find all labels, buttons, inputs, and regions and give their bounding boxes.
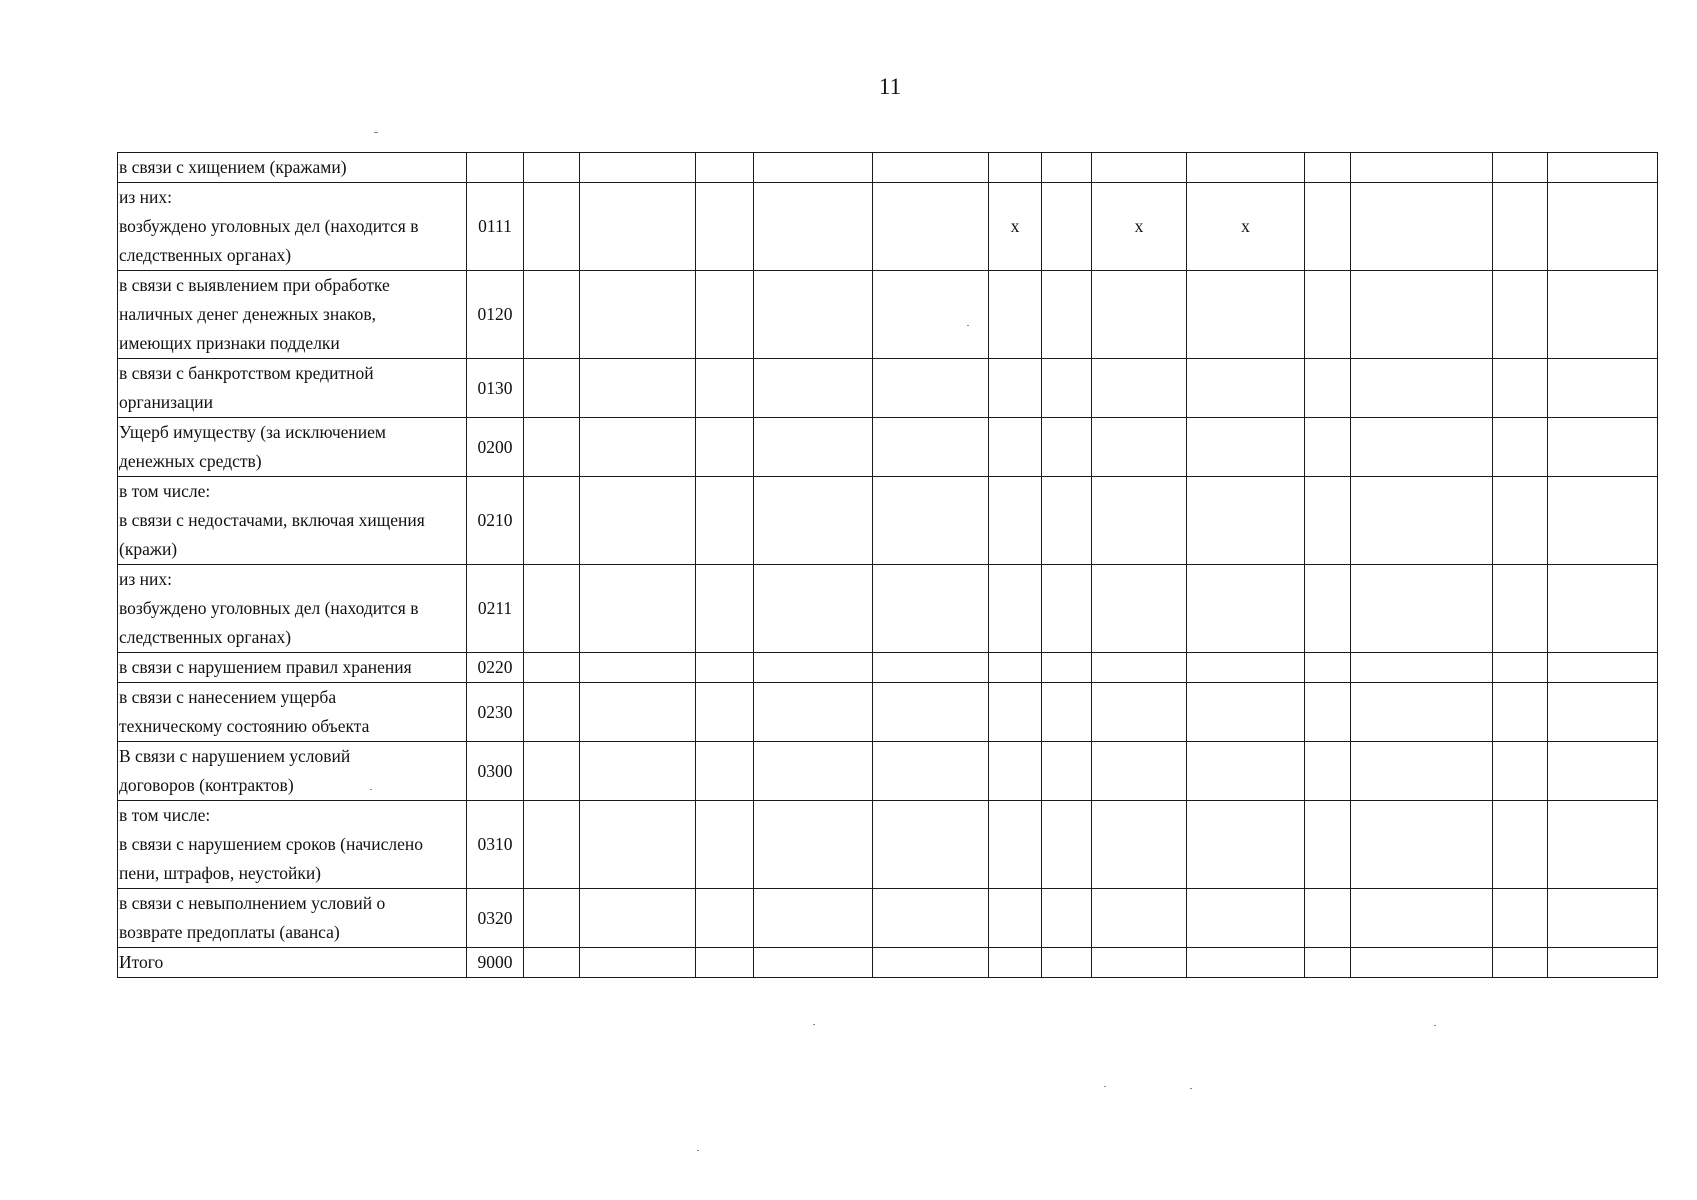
empty-cell xyxy=(1548,183,1658,271)
empty-cell xyxy=(1092,271,1187,359)
empty-cell xyxy=(524,271,580,359)
empty-cell xyxy=(873,183,989,271)
empty-cell xyxy=(1351,418,1493,477)
empty-cell xyxy=(524,653,580,683)
row-code: 0310 xyxy=(467,801,524,889)
row-label-line: организации xyxy=(119,392,213,412)
row-code: 0200 xyxy=(467,418,524,477)
empty-cell xyxy=(873,271,989,359)
row-label-line: возбуждено уголовных дел (находится в xyxy=(119,216,419,236)
row-label-line: возбуждено уголовных дел (находится в xyxy=(119,598,419,618)
row-code: 0111 xyxy=(467,183,524,271)
empty-cell xyxy=(1187,948,1305,978)
empty-cell xyxy=(1493,948,1548,978)
row-code: 0211 xyxy=(467,565,524,653)
empty-cell xyxy=(989,801,1042,889)
empty-cell xyxy=(1548,418,1658,477)
empty-cell xyxy=(873,948,989,978)
empty-cell xyxy=(1092,683,1187,742)
empty-cell xyxy=(989,477,1042,565)
empty-cell xyxy=(1493,153,1548,183)
row-label xyxy=(118,889,467,948)
empty-cell xyxy=(754,477,873,565)
empty-cell xyxy=(1351,889,1493,948)
row-label xyxy=(118,418,467,477)
empty-cell xyxy=(696,801,754,889)
empty-cell xyxy=(989,153,1042,183)
empty-cell xyxy=(873,418,989,477)
row-label-line: в связи с хищением (кражами) xyxy=(119,157,347,177)
report-form-table xyxy=(117,152,1658,978)
empty-cell xyxy=(1351,153,1493,183)
empty-cell xyxy=(580,271,696,359)
empty-cell xyxy=(1042,889,1092,948)
empty-cell xyxy=(580,359,696,418)
empty-cell xyxy=(1493,183,1548,271)
empty-cell xyxy=(1351,801,1493,889)
row-label xyxy=(118,948,467,978)
empty-cell xyxy=(524,183,580,271)
empty-cell xyxy=(524,565,580,653)
empty-cell xyxy=(1187,153,1305,183)
empty-cell xyxy=(1548,683,1658,742)
empty-cell xyxy=(1351,683,1493,742)
empty-cell xyxy=(1187,477,1305,565)
empty-cell xyxy=(580,153,696,183)
empty-cell xyxy=(989,271,1042,359)
empty-cell xyxy=(1548,565,1658,653)
table-row xyxy=(118,801,1658,889)
empty-cell xyxy=(873,359,989,418)
row-label-line: договоров (контрактов) xyxy=(119,775,294,795)
empty-cell xyxy=(754,418,873,477)
empty-cell xyxy=(1042,683,1092,742)
empty-cell xyxy=(1187,565,1305,653)
row-code: 0120 xyxy=(467,271,524,359)
empty-cell xyxy=(1305,801,1351,889)
empty-cell xyxy=(524,742,580,801)
empty-cell xyxy=(1305,153,1351,183)
empty-cell xyxy=(873,889,989,948)
not-applicable-mark: x xyxy=(1187,183,1305,271)
not-applicable-mark: x xyxy=(989,183,1042,271)
empty-cell xyxy=(524,418,580,477)
row-code: 9000 xyxy=(467,948,524,978)
empty-cell xyxy=(580,889,696,948)
empty-cell xyxy=(1548,477,1658,565)
empty-cell xyxy=(1305,565,1351,653)
row-label xyxy=(118,742,467,801)
empty-cell xyxy=(696,565,754,653)
empty-cell xyxy=(580,477,696,565)
scan-speck xyxy=(813,1024,815,1025)
empty-cell xyxy=(1092,153,1187,183)
empty-cell xyxy=(1493,477,1548,565)
row-label-line: из них: xyxy=(119,187,172,207)
empty-cell xyxy=(989,418,1042,477)
empty-cell xyxy=(1092,477,1187,565)
scan-speck xyxy=(967,325,969,326)
empty-cell xyxy=(1548,889,1658,948)
empty-cell xyxy=(696,477,754,565)
row-label xyxy=(118,653,467,683)
empty-cell xyxy=(1042,742,1092,801)
scan-speck xyxy=(370,789,372,790)
empty-cell xyxy=(1092,359,1187,418)
table-row xyxy=(118,948,1658,978)
empty-cell xyxy=(524,683,580,742)
table-row xyxy=(118,418,1658,477)
empty-cell xyxy=(1042,183,1092,271)
empty-cell xyxy=(1351,653,1493,683)
empty-cell xyxy=(1092,948,1187,978)
empty-cell xyxy=(1042,359,1092,418)
row-label-line: возврате предоплаты (аванса) xyxy=(119,922,340,942)
table-row xyxy=(118,359,1658,418)
empty-cell xyxy=(1351,565,1493,653)
table-row xyxy=(118,271,1658,359)
empty-cell xyxy=(580,801,696,889)
empty-cell xyxy=(1092,742,1187,801)
scan-speck xyxy=(1434,1025,1436,1026)
empty-cell xyxy=(1187,742,1305,801)
empty-cell xyxy=(1092,801,1187,889)
empty-cell xyxy=(580,683,696,742)
empty-cell xyxy=(1548,948,1658,978)
empty-cell xyxy=(1351,183,1493,271)
empty-cell xyxy=(696,742,754,801)
row-label xyxy=(118,183,467,271)
empty-cell xyxy=(873,683,989,742)
empty-cell xyxy=(989,889,1042,948)
empty-cell xyxy=(580,948,696,978)
empty-cell xyxy=(1187,271,1305,359)
empty-cell xyxy=(1548,359,1658,418)
empty-cell xyxy=(580,183,696,271)
empty-cell xyxy=(1187,683,1305,742)
empty-cell xyxy=(1042,477,1092,565)
empty-cell xyxy=(1548,653,1658,683)
empty-cell xyxy=(1187,359,1305,418)
row-label-line: в связи с нанесением ущерба xyxy=(119,687,337,707)
row-label-line: В связи с нарушением условий xyxy=(119,746,351,766)
empty-cell xyxy=(696,653,754,683)
empty-cell xyxy=(1305,183,1351,271)
table-row xyxy=(118,565,1658,653)
table-row xyxy=(118,477,1658,565)
row-label xyxy=(118,565,467,653)
empty-cell xyxy=(1305,271,1351,359)
table-row xyxy=(118,183,1658,271)
empty-cell xyxy=(989,948,1042,978)
table-row xyxy=(118,742,1658,801)
empty-cell xyxy=(989,359,1042,418)
row-code: 0320 xyxy=(467,889,524,948)
empty-cell xyxy=(696,683,754,742)
row-label-line: в связи с нарушением правил хранения xyxy=(119,657,412,677)
row-code: 0230 xyxy=(467,683,524,742)
empty-cell xyxy=(696,153,754,183)
empty-cell xyxy=(1305,683,1351,742)
empty-cell xyxy=(696,271,754,359)
empty-cell xyxy=(1493,889,1548,948)
empty-cell xyxy=(524,153,580,183)
empty-cell xyxy=(580,418,696,477)
row-label-line: следственных органах) xyxy=(119,627,292,647)
empty-cell xyxy=(524,477,580,565)
empty-cell xyxy=(524,889,580,948)
page-number: 11 xyxy=(878,74,902,99)
empty-cell xyxy=(989,683,1042,742)
empty-cell xyxy=(696,359,754,418)
row-label xyxy=(118,359,467,418)
empty-cell xyxy=(580,742,696,801)
table-row xyxy=(118,653,1658,683)
empty-cell xyxy=(1351,477,1493,565)
scan-speck xyxy=(374,132,378,133)
empty-cell xyxy=(1305,653,1351,683)
empty-cell xyxy=(873,477,989,565)
empty-cell xyxy=(1493,653,1548,683)
row-label xyxy=(118,153,467,183)
empty-cell xyxy=(1305,742,1351,801)
empty-cell xyxy=(1548,801,1658,889)
row-label-line: из них: xyxy=(119,569,172,589)
empty-cell xyxy=(754,801,873,889)
row-label-line: в том числе: xyxy=(119,481,211,501)
row-label-line: в том числе: xyxy=(119,805,211,825)
empty-cell xyxy=(580,565,696,653)
row-label-line: пени, штрафов, неустойки) xyxy=(119,863,322,883)
empty-cell xyxy=(873,153,989,183)
empty-cell xyxy=(524,801,580,889)
empty-cell xyxy=(580,653,696,683)
row-label-line: следственных органах) xyxy=(119,245,292,265)
empty-cell xyxy=(873,742,989,801)
empty-cell xyxy=(1042,801,1092,889)
scan-speck xyxy=(1190,1088,1192,1089)
row-label-line: в связи с недостачами, включая хищения xyxy=(119,510,425,530)
empty-cell xyxy=(1305,889,1351,948)
row-code: 0220 xyxy=(467,653,524,683)
empty-cell xyxy=(1187,801,1305,889)
empty-cell xyxy=(696,948,754,978)
table-body xyxy=(118,153,1658,978)
table-row xyxy=(118,683,1658,742)
empty-cell xyxy=(1351,948,1493,978)
row-label-line: (кражи) xyxy=(119,539,178,559)
not-applicable-mark: x xyxy=(1092,183,1187,271)
empty-cell xyxy=(754,565,873,653)
empty-cell xyxy=(873,801,989,889)
empty-cell xyxy=(754,889,873,948)
empty-cell xyxy=(989,565,1042,653)
empty-cell xyxy=(1042,153,1092,183)
row-label-line: техническому состоянию объекта xyxy=(119,716,370,736)
empty-cell xyxy=(1493,359,1548,418)
row-label-line: Ущерб имуществу (за исключением xyxy=(119,422,386,442)
empty-cell xyxy=(1493,801,1548,889)
empty-cell xyxy=(873,565,989,653)
empty-cell xyxy=(696,418,754,477)
row-label-line: в связи с банкротством кредитной xyxy=(119,363,374,383)
empty-cell xyxy=(524,948,580,978)
empty-cell xyxy=(696,183,754,271)
empty-cell xyxy=(1092,653,1187,683)
empty-cell xyxy=(1092,565,1187,653)
empty-cell xyxy=(1493,683,1548,742)
empty-cell xyxy=(873,653,989,683)
row-label-line: имеющих признаки подделки xyxy=(119,333,340,353)
empty-cell xyxy=(1042,653,1092,683)
row-label xyxy=(118,683,467,742)
empty-cell xyxy=(1351,271,1493,359)
empty-cell xyxy=(1548,271,1658,359)
row-code: 0130 xyxy=(467,359,524,418)
empty-cell xyxy=(1305,477,1351,565)
empty-cell xyxy=(754,742,873,801)
empty-cell xyxy=(696,889,754,948)
row-label-line: наличных денег денежных знаков, xyxy=(119,304,376,324)
row-label-line: в связи с нарушением сроков (начислено xyxy=(119,834,423,854)
empty-cell xyxy=(1092,418,1187,477)
empty-cell xyxy=(754,271,873,359)
scan-speck xyxy=(697,1150,699,1151)
empty-cell xyxy=(754,183,873,271)
empty-cell xyxy=(1042,271,1092,359)
row-label-line: в связи с невыполнением условий о xyxy=(119,893,386,913)
row-code: 0300 xyxy=(467,742,524,801)
row-code: 0210 xyxy=(467,477,524,565)
empty-cell xyxy=(1493,418,1548,477)
row-label-line: Итого xyxy=(119,952,164,972)
empty-cell xyxy=(1092,889,1187,948)
empty-cell xyxy=(1493,565,1548,653)
empty-cell xyxy=(1305,359,1351,418)
empty-cell xyxy=(1351,742,1493,801)
empty-cell xyxy=(1305,418,1351,477)
empty-cell xyxy=(989,742,1042,801)
row-label-line: в связи с выявлением при обработке xyxy=(119,275,390,295)
empty-cell xyxy=(754,153,873,183)
empty-cell xyxy=(1042,565,1092,653)
empty-cell xyxy=(754,948,873,978)
empty-cell xyxy=(1351,359,1493,418)
row-label xyxy=(118,477,467,565)
empty-cell xyxy=(1042,418,1092,477)
empty-cell xyxy=(1187,418,1305,477)
empty-cell xyxy=(1042,948,1092,978)
scan-speck xyxy=(1104,1086,1106,1087)
empty-cell xyxy=(1493,742,1548,801)
empty-cell xyxy=(754,683,873,742)
empty-cell xyxy=(1548,742,1658,801)
table-row xyxy=(118,889,1658,948)
empty-cell xyxy=(1305,948,1351,978)
empty-cell xyxy=(989,653,1042,683)
row-label xyxy=(118,271,467,359)
table-row xyxy=(118,153,1658,183)
row-label xyxy=(118,801,467,889)
empty-cell xyxy=(754,653,873,683)
empty-cell xyxy=(524,359,580,418)
empty-cell xyxy=(1493,271,1548,359)
empty-cell xyxy=(1187,653,1305,683)
row-label-line: денежных средств) xyxy=(119,451,262,471)
row-code xyxy=(467,153,524,183)
empty-cell xyxy=(1548,153,1658,183)
empty-cell xyxy=(754,359,873,418)
empty-cell xyxy=(1187,889,1305,948)
